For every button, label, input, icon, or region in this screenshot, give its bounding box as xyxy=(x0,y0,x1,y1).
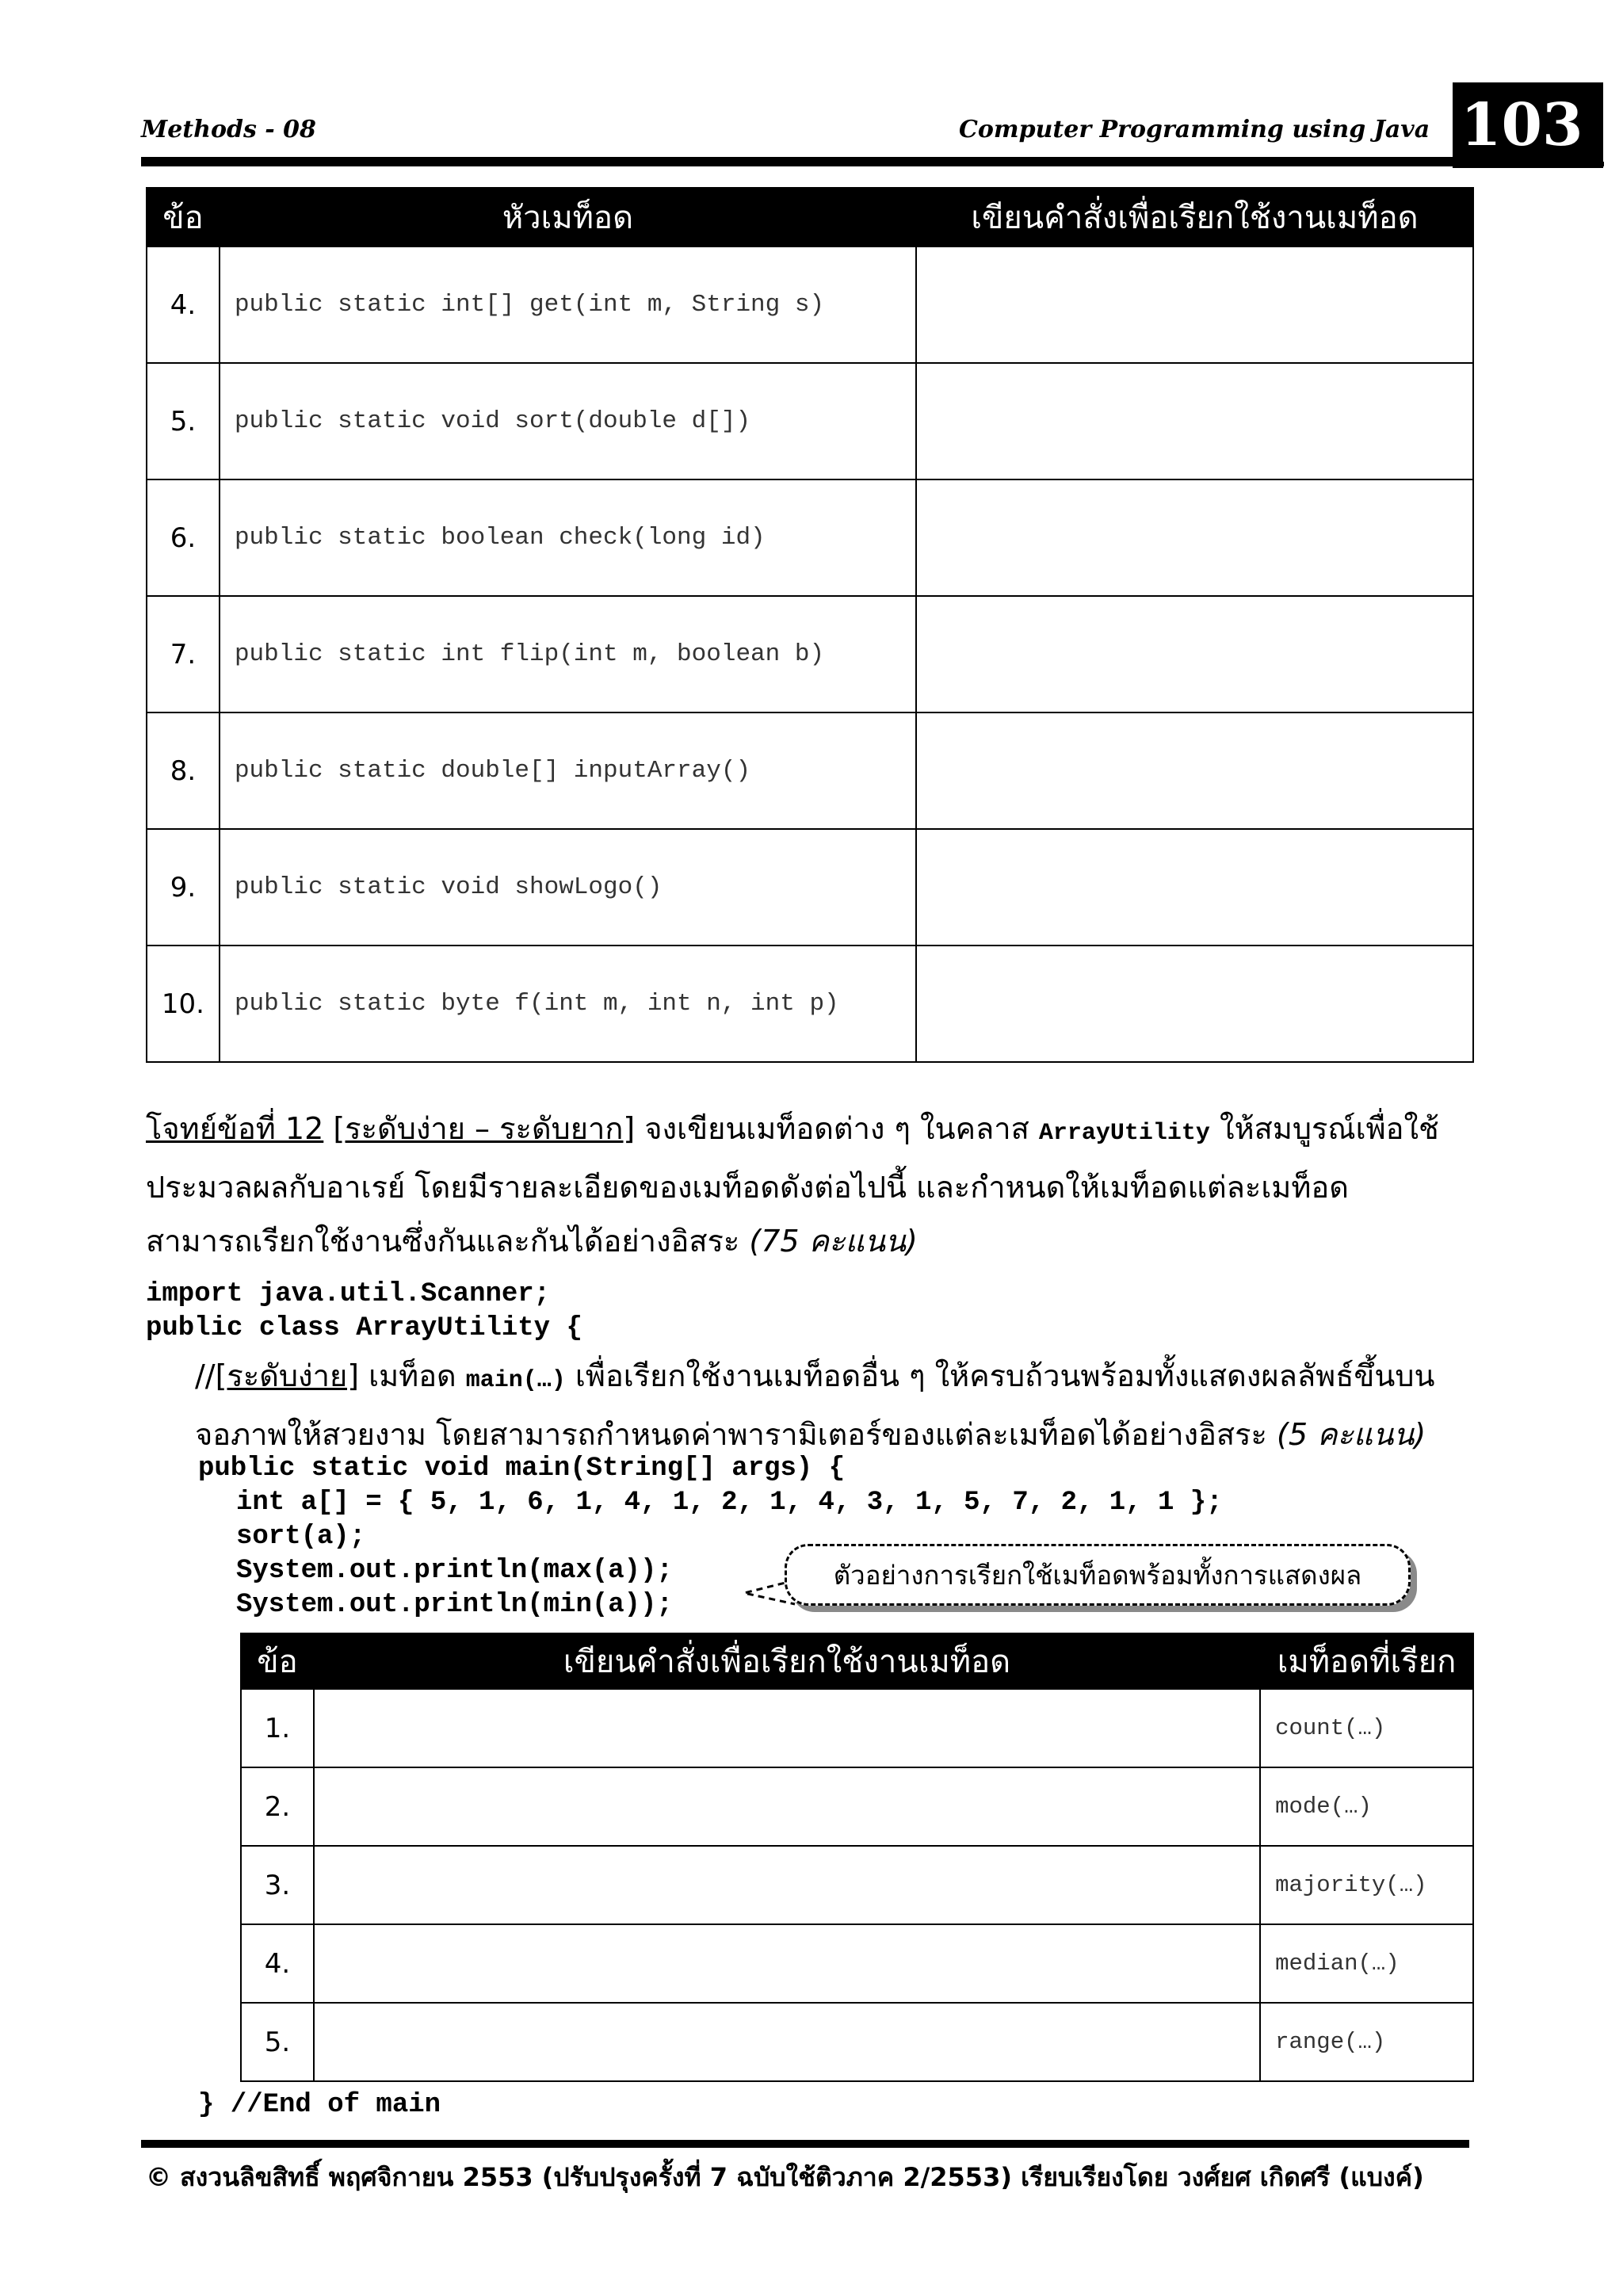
method-signature: public static boolean check(long id) xyxy=(220,479,916,596)
comment-method: main(…) xyxy=(465,1367,566,1394)
table-row xyxy=(147,246,1473,363)
table-row xyxy=(147,479,1473,596)
comment-prefix: // xyxy=(195,1358,216,1393)
answer-cell[interactable] xyxy=(916,246,1473,363)
answer-cell[interactable] xyxy=(314,2003,1260,2081)
method-signature: public static double[] inputArray() xyxy=(220,712,916,829)
problem-statement xyxy=(146,1102,1477,1268)
problem-line-2: ประมวลผลกับอาเรย์ โดยมีรายละเอียดของเมท็อดดังต่อไปนี้ และกำหนดให้เมท็อดแต่ละเมท็อด xyxy=(146,1170,1349,1205)
col-header-no: ข้อ xyxy=(147,188,220,246)
answer-cell[interactable] xyxy=(314,1924,1260,2003)
row-number: 10. xyxy=(147,946,220,1062)
answer-cell[interactable] xyxy=(916,946,1473,1062)
method-call-table xyxy=(240,1633,1474,2082)
table-header-row xyxy=(241,1633,1473,1689)
table-row xyxy=(241,1924,1473,2003)
row-number: 2. xyxy=(241,1767,314,1846)
problem-line-1 xyxy=(146,1102,1477,1160)
running-header-right: Computer Programming using Java xyxy=(959,116,1430,143)
table-row xyxy=(147,363,1473,479)
problem-text: ให้สมบูรณ์เพื่อใช้ xyxy=(1209,1111,1439,1146)
comment-level: [ระดับง่าย] xyxy=(215,1358,360,1393)
problem-score: (75 คะแนน) xyxy=(749,1224,918,1259)
col-header-call: เขียนคำสั่งเพื่อเรียกใช้งานเมท็อด xyxy=(314,1633,1260,1689)
copyright-footer: © สงวนลิขสิทธิ์ พฤศจิกายน 2553 (ปรับปรุงครั้งที่ 7 ฉบับใช้ติวภาค 2/2553) เรียบเรียงโดย วงศ์ยศ เกิดศรี (แบงค์) xyxy=(146,2162,1424,2192)
row-number: 4. xyxy=(147,246,220,363)
table-row xyxy=(241,2003,1473,2081)
called-method: median(…) xyxy=(1260,1924,1473,2003)
code-main-signature: public static void main(String[] args) { xyxy=(198,1454,846,1484)
table-row xyxy=(241,1846,1473,1924)
header-rule-tab xyxy=(1453,162,1604,166)
comment-line-1 xyxy=(195,1349,1479,1408)
col-header-call: เขียนคำสั่งเพื่อเรียกใช้งานเมท็อด xyxy=(916,188,1473,246)
code-line-sort: sort(a); xyxy=(236,1522,366,1552)
code-line-array: int a[] = { 5, 1, 6, 1, 4, 1, 2, 1, 4, 3, 1, 5, 7, 2, 1, 1 }; xyxy=(236,1488,1223,1518)
table-header-row xyxy=(147,188,1473,246)
table-row xyxy=(241,1689,1473,1767)
row-number: 5. xyxy=(241,2003,314,2081)
problem-level: [ระดับง่าย – ระดับยาก] xyxy=(333,1111,636,1146)
header-rule xyxy=(141,157,1453,166)
called-method: mode(…) xyxy=(1260,1767,1473,1846)
col-header-signature: หัวเมท็อด xyxy=(220,188,916,246)
called-method: majority(…) xyxy=(1260,1846,1473,1924)
class-name: ArrayUtility xyxy=(1038,1120,1210,1147)
problem-text: สามารถเรียกใช้งานซึ่งกันและกันได้อย่างอิสระ xyxy=(146,1224,750,1259)
answer-cell[interactable] xyxy=(916,596,1473,712)
answer-cell[interactable] xyxy=(916,363,1473,479)
comment-text: เพื่อเรียกใช้งานเมท็อดอื่น ๆ ให้ครบถ้วนพร้อมทั้งแสดงผลลัพธ์ขึ้นบน xyxy=(565,1358,1435,1393)
row-number: 6. xyxy=(147,479,220,596)
example-callout: ตัวอย่างการเรียกใช้เมท็อดพร้อมทั้งการแสดงผล xyxy=(785,1544,1411,1606)
code-line-min: System.out.println(min(a)); xyxy=(236,1590,673,1620)
answer-cell[interactable] xyxy=(314,1767,1260,1846)
table-row xyxy=(241,1767,1473,1846)
called-method: count(…) xyxy=(1260,1689,1473,1767)
problem-line-3 xyxy=(146,1214,1477,1268)
row-number: 1. xyxy=(241,1689,314,1767)
answer-cell[interactable] xyxy=(916,479,1473,596)
comment-text: จอภาพให้สวยงาม โดยสามารถกำหนดค่าพารามิเตอร์ของแต่ละเมท็อดได้อย่างอิสระ xyxy=(195,1417,1277,1452)
answer-cell[interactable] xyxy=(314,1846,1260,1924)
code-import: import java.util.Scanner; xyxy=(146,1279,551,1309)
answer-cell[interactable] xyxy=(916,829,1473,946)
code-comment xyxy=(195,1349,1479,1461)
code-line-max: System.out.println(max(a)); xyxy=(236,1556,673,1586)
table-row xyxy=(147,946,1473,1062)
comment-score: (5 คะแนน) xyxy=(1277,1417,1426,1452)
row-number: 9. xyxy=(147,829,220,946)
method-signature: public static byte f(int m, int n, int p) xyxy=(220,946,916,1062)
row-number: 5. xyxy=(147,363,220,479)
col-header-no: ข้อ xyxy=(241,1633,314,1689)
comment-text: เมท็อด xyxy=(359,1358,466,1393)
row-number: 4. xyxy=(241,1924,314,2003)
table-row xyxy=(147,712,1473,829)
answer-cell[interactable] xyxy=(314,1689,1260,1767)
running-header-left: Methods - 08 xyxy=(141,116,316,143)
method-signature: public static void sort(double d[]) xyxy=(220,363,916,479)
code-end-main: } //End of main xyxy=(198,2090,441,2120)
method-signature-table xyxy=(146,187,1474,1063)
row-number: 7. xyxy=(147,596,220,712)
page-number: 103 xyxy=(1453,82,1603,168)
code-class-decl: public class ArrayUtility { xyxy=(146,1313,582,1343)
col-header-method: เมท็อดที่เรียก xyxy=(1260,1633,1473,1689)
method-signature: public static int flip(int m, boolean b) xyxy=(220,596,916,712)
row-number: 3. xyxy=(241,1846,314,1924)
method-signature: public static void showLogo() xyxy=(220,829,916,946)
row-number: 8. xyxy=(147,712,220,829)
problem-title: โจทย์ข้อที่ 12 xyxy=(146,1111,324,1146)
method-signature: public static int[] get(int m, String s) xyxy=(220,246,916,363)
table-row xyxy=(147,596,1473,712)
answer-cell[interactable] xyxy=(916,712,1473,829)
footer-rule xyxy=(141,2140,1469,2148)
table-row xyxy=(147,829,1473,946)
called-method: range(…) xyxy=(1260,2003,1473,2081)
problem-text: จงเขียนเมท็อดต่าง ๆ ในคลาส xyxy=(635,1111,1039,1146)
